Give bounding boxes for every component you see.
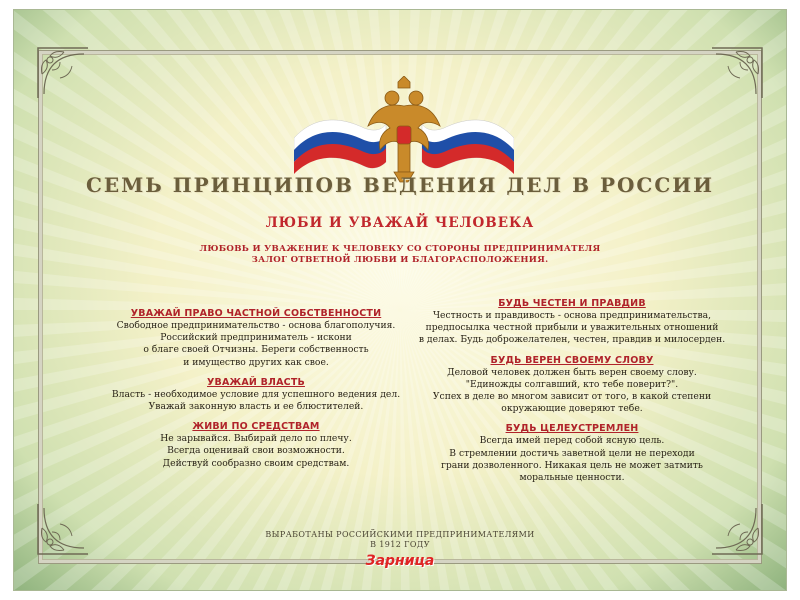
principle-heading: ЖИВИ ПО СРЕДСТВАМ (192, 421, 320, 433)
principle-line: Российский предприниматель - искони (160, 332, 352, 344)
certificate-sheet (14, 10, 786, 590)
principle-line: о благе своей Отчизны. Береги собственность (143, 344, 369, 356)
footer-line: ВЫРАБОТАНЫ РОССИЙСКИМИ ПРЕДПРИНИМАТЕЛЯМИ (265, 530, 535, 539)
principle-live-within-means (106, 421, 406, 470)
principle-line: Действуй сообразно своим средствам. (162, 457, 350, 469)
principle-line: Свободное предпринимательство - основа благополучия. (116, 320, 396, 331)
principle-heading: УВАЖАЙ ПРАВО ЧАСТНОЙ СОБСТВЕННОСТИ (130, 308, 382, 319)
principle-line: Деловой человек должен быть верен своему слову. (447, 366, 697, 378)
principle-line: В стремлении достичь заветной цели не переходи (449, 447, 695, 459)
principle-line: окружающие доверяют тебе. (501, 403, 643, 415)
footer-note (14, 530, 786, 550)
principle-line: Власть - необходимое условие для успешного ведения дел. (111, 388, 401, 400)
document-title: СЕМЬ ПРИНЦИПОВ ВЕДЕНИЯ ДЕЛ В РОССИИ (85, 173, 715, 197)
principle-heading: УВАЖАЙ ВЛАСТЬ (207, 376, 305, 388)
principle-line: в делах. Будь доброжелателен, честен, правдив и милосерден. (418, 334, 726, 346)
principle-keep-your-word (402, 355, 742, 416)
principle-line: "Единожды солгавший, кто тебе поверит?". (465, 378, 679, 390)
principle-heading: БУДЬ ВЕРЕН СВОЕМУ СЛОВУ (490, 354, 654, 366)
brand-logo: Зарница (365, 553, 435, 569)
document-subtitle: ЛЮБИ И УВАЖАЙ ЧЕЛОВЕКА (265, 215, 535, 231)
ornamental-corner-icon (34, 44, 92, 102)
principle-be-honest (402, 298, 742, 347)
principle-line: Честность и правдивость - основа предпринимательства, (432, 310, 712, 321)
left-principles-column (106, 308, 406, 478)
footer-line: В 1912 ГОДУ (370, 540, 430, 549)
principle-line: грани дозволенного. Никакая цель не может затмить (441, 459, 703, 471)
principle-heading: БУДЬ ЦЕЛЕУСТРЕМЛЕН (505, 423, 639, 435)
principle-be-purposeful (402, 423, 742, 484)
principle-line: Всегда оценивай свои возможности. (167, 445, 345, 457)
principle-line: Всегда имей перед собой ясную цель. (479, 435, 665, 447)
principle-line: Не зарывайся. Выбирай дело по плечу. (160, 433, 352, 445)
right-principles-column (402, 298, 742, 492)
principle-line: предпосылка честной прибыли и уважительных отношений (425, 322, 719, 334)
principle-line: Успех в деле во многом зависит от того, в какой степени (432, 391, 712, 403)
principle-line: и имущество других как свое. (183, 356, 329, 368)
intro-text (14, 244, 786, 266)
principle-heading: БУДЬ ЧЕСТЕН И ПРАВДИВ (498, 298, 646, 309)
intro-line: ЛЮБОВЬ И УВАЖЕНИЕ К ЧЕЛОВЕКУ СО СТОРОНЫ ПРЕДПРИНИМАТЕЛЯ (199, 244, 601, 254)
principle-line: Уважай законную власть и ее блюстителей. (148, 401, 364, 413)
ornamental-corner-icon (708, 44, 766, 102)
principle-line: моральные ценности. (519, 472, 625, 484)
principle-respect-authority (106, 377, 406, 413)
intro-line: ЗАЛОГ ОТВЕТНОЙ ЛЮБВИ И БЛАГОРАСПОЛОЖЕНИЯ. (251, 255, 549, 265)
russian-double-headed-eagle-icon (294, 76, 514, 186)
principle-private-property (106, 308, 406, 369)
